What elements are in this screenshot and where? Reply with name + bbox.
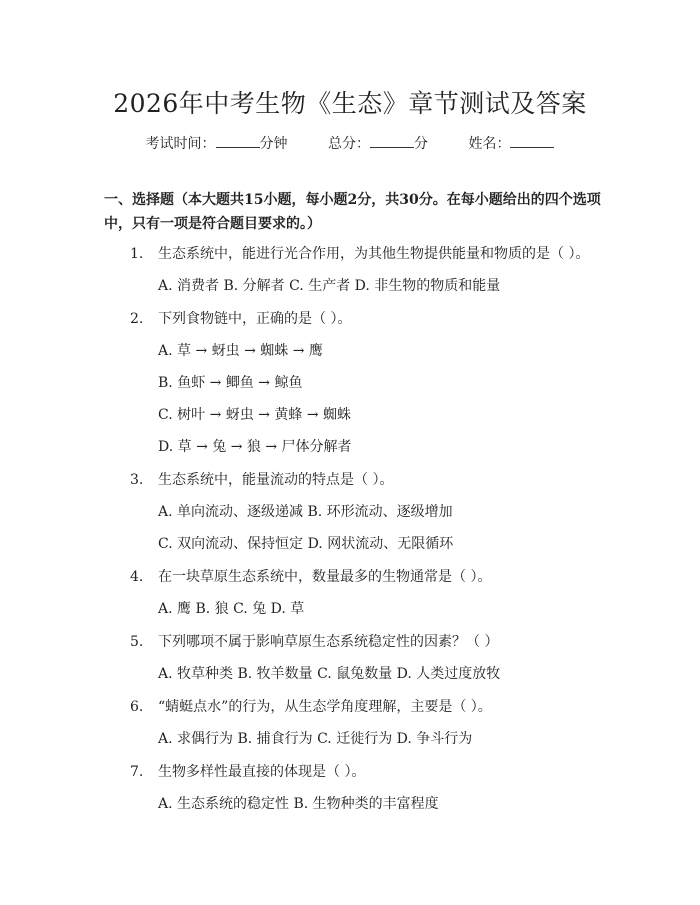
question-3 xyxy=(130,469,393,489)
question-1 xyxy=(130,243,589,263)
question-number: 1. xyxy=(130,246,144,262)
question-text: 生态系统中，能进行光合作用，为其他生物提供能量和物质的是（ ）。 xyxy=(158,246,590,262)
question-number: 2. xyxy=(130,311,144,327)
question-3-options-cd: C. 双向流动、保持恒定 D. 网状流动、无限循环 xyxy=(158,536,454,552)
exam-time-label: 考试时间： xyxy=(145,136,216,152)
question-5 xyxy=(130,631,498,651)
question-7 xyxy=(130,761,365,781)
student-name-blank xyxy=(510,135,554,148)
question-text: 在一块草原生态系统中，数量最多的生物通常是（ ）。 xyxy=(158,569,492,585)
question-number: 6. xyxy=(130,699,144,715)
question-2 xyxy=(130,308,351,328)
total-score xyxy=(328,136,428,152)
student-name xyxy=(468,136,554,152)
question-number: 5. xyxy=(130,634,144,650)
total-score-blank xyxy=(370,135,414,148)
question-7-options: A. 生态系统的稳定性 B. 生物种类的丰富程度 xyxy=(158,796,439,812)
question-2-option-b: B. 鱼虾 → 鲫鱼 → 鲸鱼 xyxy=(158,375,303,391)
question-text: 生物多样性最直接的体现是（ ）。 xyxy=(158,764,366,780)
question-number: 3. xyxy=(130,472,144,488)
question-4 xyxy=(130,566,491,586)
exam-time xyxy=(146,136,288,152)
exam-time-blank xyxy=(216,135,260,148)
question-2-option-c: C. 树叶 → 蚜虫 → 黄蜂 → 蜘蛛 xyxy=(158,407,352,423)
exam-meta xyxy=(0,133,700,153)
page-title: 2026年中考生物《生态》章节测试及答案 xyxy=(113,89,587,118)
question-number: 7. xyxy=(130,764,144,780)
question-3-options-ab: A. 单向流动、逐级递减 B. 环形流动、逐级增加 xyxy=(158,504,453,520)
question-5-options: A. 牧草种类 B. 牧羊数量 C. 鼠兔数量 D. 人类过度放牧 xyxy=(158,666,501,682)
total-score-label: 总分： xyxy=(328,136,370,152)
question-4-options: A. 鹰 B. 狼 C. 兔 D. 草 xyxy=(158,601,305,617)
section-title: 一、选择题（本大题共15小题，每小题2分，共30分。在每小题给出的四个选项中，只有一项是符合题目要求的。） xyxy=(104,192,601,232)
question-6-options: A. 求偶行为 B. 捕食行为 C. 迁徙行为 D. 争斗行为 xyxy=(158,731,473,747)
question-text: 生态系统中，能量流动的特点是（ ）。 xyxy=(158,472,394,488)
total-score-unit: 分 xyxy=(414,136,428,152)
question-number: 4. xyxy=(130,569,144,585)
question-2-option-d: D. 草 → 兔 → 狼 → 尸体分解者 xyxy=(158,439,352,455)
question-1-options: A. 消费者 B. 分解者 C. 生产者 D. 非生物的物质和能量 xyxy=(158,278,501,294)
question-text: 下列食物链中，正确的是（ ）。 xyxy=(158,311,352,327)
student-name-label: 姓名： xyxy=(468,136,511,152)
exam-time-unit: 分钟 xyxy=(259,136,288,152)
question-2-option-a: A. 草 → 蚜虫 → 蜘蛛 → 鹰 xyxy=(158,343,323,359)
question-text: “蜻蜓点水”的行为，从生态学角度理解，主要是（ ）。 xyxy=(158,699,492,715)
question-6 xyxy=(130,696,492,716)
question-text: 下列哪项不属于影响草原生态系统稳定性的因素？（ ） xyxy=(158,634,499,650)
